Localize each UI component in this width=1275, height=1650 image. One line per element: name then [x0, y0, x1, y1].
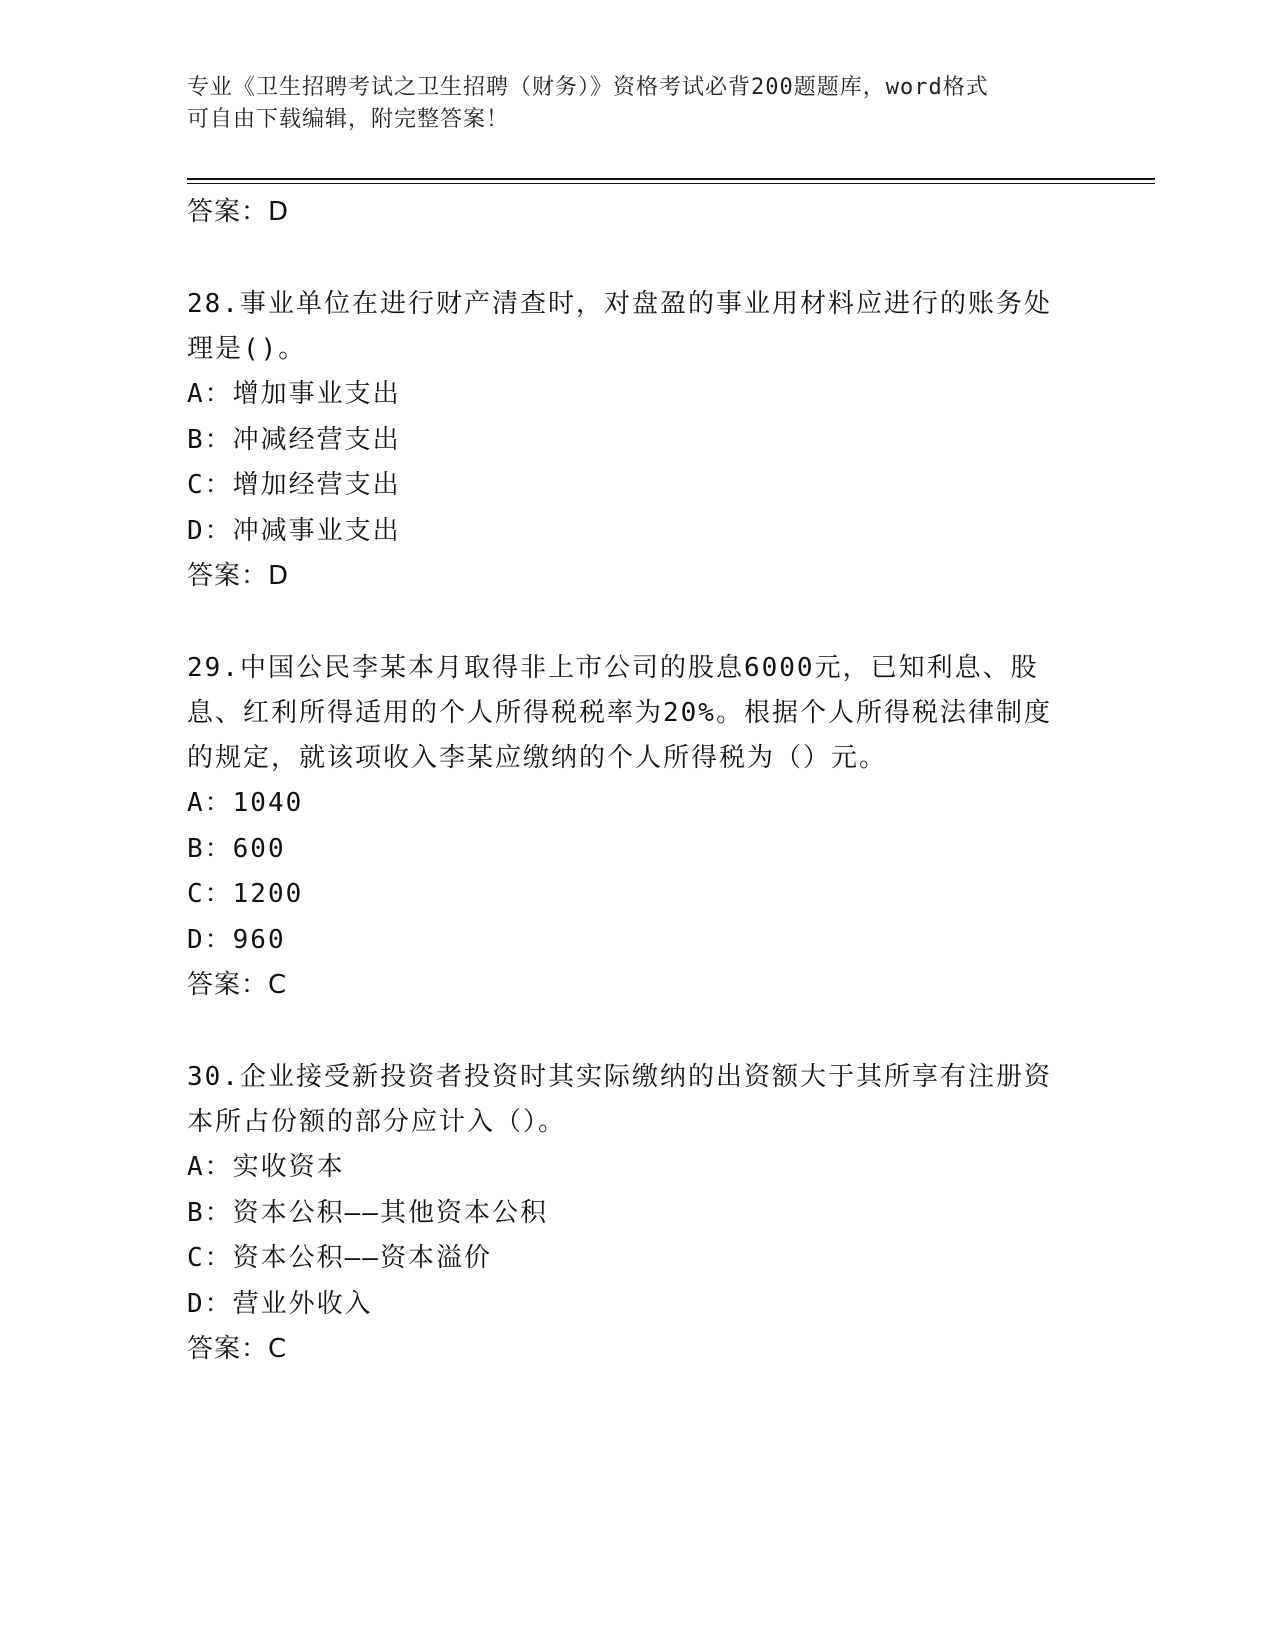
header-divider-thin	[187, 183, 1155, 184]
document-header	[187, 72, 1067, 136]
option-d: D：营业外收入	[187, 1288, 373, 1319]
question-30	[187, 1055, 1087, 1371]
question-answer: 答案：C	[187, 970, 288, 1000]
option-d: D：960	[187, 924, 286, 955]
question-28	[187, 282, 1087, 598]
question-answer: 答案：D	[187, 561, 290, 591]
option-d: D：冲减事业支出	[187, 515, 401, 546]
question-answer: 答案：C	[187, 1334, 288, 1364]
option-c: C：增加经营支出	[187, 470, 401, 500]
option-c: C：1200	[187, 879, 304, 909]
document-content	[187, 190, 1087, 1371]
header-line-1: 专业《卫生招聘考试之卫生招聘（财务）》资格考试必背200题题库，word格式	[187, 75, 989, 100]
question-29	[187, 646, 1087, 1007]
question-stem: 29.中国公民李某本月取得非上市公司的股息6000元，已知利息、股息、红利所得适用的个人所得税税率为20%。根据个人所得税法律制度的规定，就该项收入李某应缴纳的个人所得税为（）元。	[187, 653, 1052, 773]
header-divider-thick	[187, 178, 1155, 180]
previous-answer: 答案：D	[187, 197, 290, 227]
option-b: B：600	[187, 833, 286, 864]
option-a: A：增加事业支出	[187, 379, 401, 409]
option-b: B：冲减经营支出	[187, 424, 401, 455]
question-stem: 30.企业接受新投资者投资时其实际缴纳的出资额大于其所享有注册资本所占份额的部分应计入（）。	[187, 1062, 1052, 1137]
option-b: B：资本公积——其他资本公积	[187, 1197, 548, 1228]
option-a: A：1040	[187, 788, 304, 818]
option-a: A：实收资本	[187, 1152, 345, 1182]
question-stem: 28.事业单位在进行财产清查时，对盘盈的事业用材料应进行的账务处理是()。	[187, 289, 1052, 364]
header-line-2: 可自由下载编辑，附完整答案！	[187, 107, 510, 132]
option-c: C：资本公积——资本溢价	[187, 1243, 492, 1273]
